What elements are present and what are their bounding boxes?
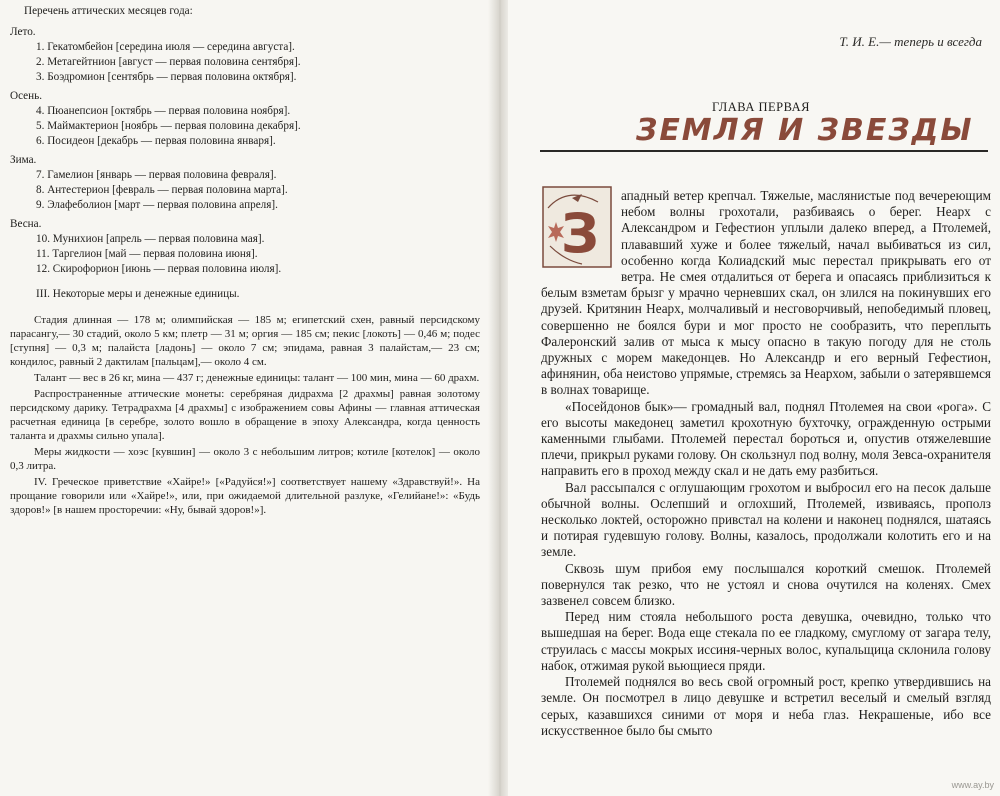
body-paragraph: ападный ветер крепчал. Тяжелые, маслянистые под вечереющим небом волны грохотали, разбиваясь о берег. Неарх с Александром и Гефестион уплыли далеко вперед, а Птолемей, плававший хуже и более тяжелый, начал выбиваться из сил, особенно когда Колиадский мыс перестал прикрывать его от ветра. Не смея отдалиться от берега и опасаясь приблизиться к белым взметам брызг у мрачно черневших скал, он злился на покинувших его друзей. Критянин Неарх, молчаливый и несговорчивый, непобедимый пловец, совершенно не боялся бури и мог просто не сообразить, что переплыть Фалеронский залив от мыса к мысу опасно в такую погоду для не столь дружных с морем македонцев. Но Александр и его верный Гефестион, афинянин, оба неистово упрямые, стремясь за Неархом, забыли о затерявшемся в волнах товарище. xyxy=(541,188,991,398)
measures-paragraph: Меры жидкости — хоэс [кувшин] — около 3 с небольшим литров; котиле [котелок] — около 0,3 литра. xyxy=(10,446,480,472)
month-item: 6. Посидеон [декабрь — первая половина января]. xyxy=(36,135,276,147)
body-paragraph: «Посейдонов бык»— громадный вал, поднял Птолемея на свои «рога». С его высоты македонец заметил крохотную бухточку, огражденную острыми каменными глыбами. Птолемей перестал бороться и, опустив отяжелевшие плечи, прикрыл руками голову. Он скользнул под волну, моля Зевса-охранителя направить его в проход между скал и не дать ему разбиться. xyxy=(541,398,991,479)
season-summer: Лето. xyxy=(10,26,36,38)
month-item: 8. Антестерион [февраль — первая половина марта]. xyxy=(36,184,288,196)
month-item: 3. Боэдромион [сентябрь — первая половина октября]. xyxy=(36,71,297,83)
month-item: 9. Элафеболион [март — первая половина апреля]. xyxy=(36,199,278,211)
month-item: 10. Мунихион [апрель — первая половина мая]. xyxy=(36,233,265,245)
month-item: 12. Скирофорион [июнь — первая половина июля]. xyxy=(36,263,282,275)
left-page xyxy=(0,0,492,796)
chapter-divider xyxy=(540,150,988,152)
body-paragraph: Птолемей поднялся во весь свой огромный рост, крепко утвердившись на земле. Он посмотрел в лицо девушке и встретил веселый и смелый взгляд серых, казавшихся синими от моря и неба глаз. Некрашеные, ибо все искусственное было бы смыто xyxy=(541,674,991,738)
appendix-text xyxy=(10,4,480,517)
season-winter: Зима. xyxy=(10,154,37,166)
greeting-paragraph: IV. Греческое приветствие «Хайре!» [«Радуйся!»] соответствует нашему «Здравствуй!». На прощание говорили или «Хайре!», или, при ожидаемой длительной разлуке, «Гелийане!»: «Будь здоров!» [в нашем просторечии: «Ну, бывай здоров!»]. xyxy=(10,476,480,516)
chapter-title: ЗЕМЛЯ И ЗВЕЗДЫ xyxy=(636,113,974,148)
body-paragraph: Сквозь шум прибоя ему послышался короткий смешок. Птолемей повернулся так резко, что не устоял и снова очутился на коленях. Смех зазвенел совсем близко. xyxy=(541,560,991,609)
watermark: www.ay.by xyxy=(951,780,994,790)
body-paragraph: Перед ним стояла небольшого роста девушка, очевидно, только что вышедшая на берег. Вода еще стекала по ее гладкому, смуглому от загара телу, струилась с массы мокрых иссиня-черных волос, купальщица склонила голову набок, отжимая рукой вьющиеся пряди. xyxy=(541,609,991,673)
month-item: 4. Пюанепсион [октябрь — первая половина ноября]. xyxy=(36,105,291,117)
dropcap-letter: З xyxy=(560,202,600,265)
chapter-label: ГЛАВА ПЕРВАЯ xyxy=(712,100,811,114)
measures-paragraph: Распространенные аттические монеты: серебряная дидрахма [2 драхмы] равная золотому персидскому дарику. Тетрадрахма [4 драхмы] с изображением совы Афины — главная аттическая расчетная единица [в серебре, золото вошло в обращение в эпоху Александра, когда ценность таланта и драхмы сильно упала]. xyxy=(10,388,480,442)
chapter-body xyxy=(541,188,991,739)
measures-paragraph: Талант — вес в 26 кг, мина — 437 г; денежные единицы: талант — 100 мин, мина — 60 драхм. xyxy=(34,372,480,384)
measures-paragraph: Стадия длинная — 178 м; олимпийская — 185 м; египетский схен, равный персидскому парасангу,— 30 стадий, около 5 км; плетр — 31 м; оргия — 185 см; пекис [локоть] — 0,46 м; подес [ступня] — 0,3 м; палайста [ладонь] — около 7 см; эпидама, равная 3 палайстам,— 23 см; кондилос, равный 2 дактилам [пальцам],— около 4 см. xyxy=(10,314,480,368)
section-heading: III. Некоторые меры и денежные единицы. xyxy=(36,288,240,300)
season-autumn: Осень. xyxy=(10,90,43,102)
month-item: 1. Гекатомбейон [середина июля — середина августа]. xyxy=(36,41,295,53)
month-item: 7. Гамелион [январь — первая половина февраля]. xyxy=(36,169,277,181)
month-item: 5. Маймактерион [ноябрь — первая половина декабря]. xyxy=(36,120,301,132)
body-paragraph: Вал рассыпался с оглушающим грохотом и выбросил его на песок дальше обычной волны. Ослепший и оглохший, Птолемей, извиваясь, прополз несколько локтей, осторожно привстал на колени и наконец поднялся, шатаясь и потирая гудевшую голову. Волны, казалось, продолжали колотить его и на земле. xyxy=(541,479,991,560)
month-item: 11. Таргелион [май — первая половина июня]. xyxy=(36,248,258,260)
month-item: 2. Метагейтнион [август — первая половина сентября]. xyxy=(36,56,301,68)
running-head: Т. И. Е.— теперь и всегда xyxy=(839,34,982,49)
months-title: Перечень аттических месяцев года: xyxy=(24,5,193,17)
season-spring: Весна. xyxy=(10,218,42,230)
